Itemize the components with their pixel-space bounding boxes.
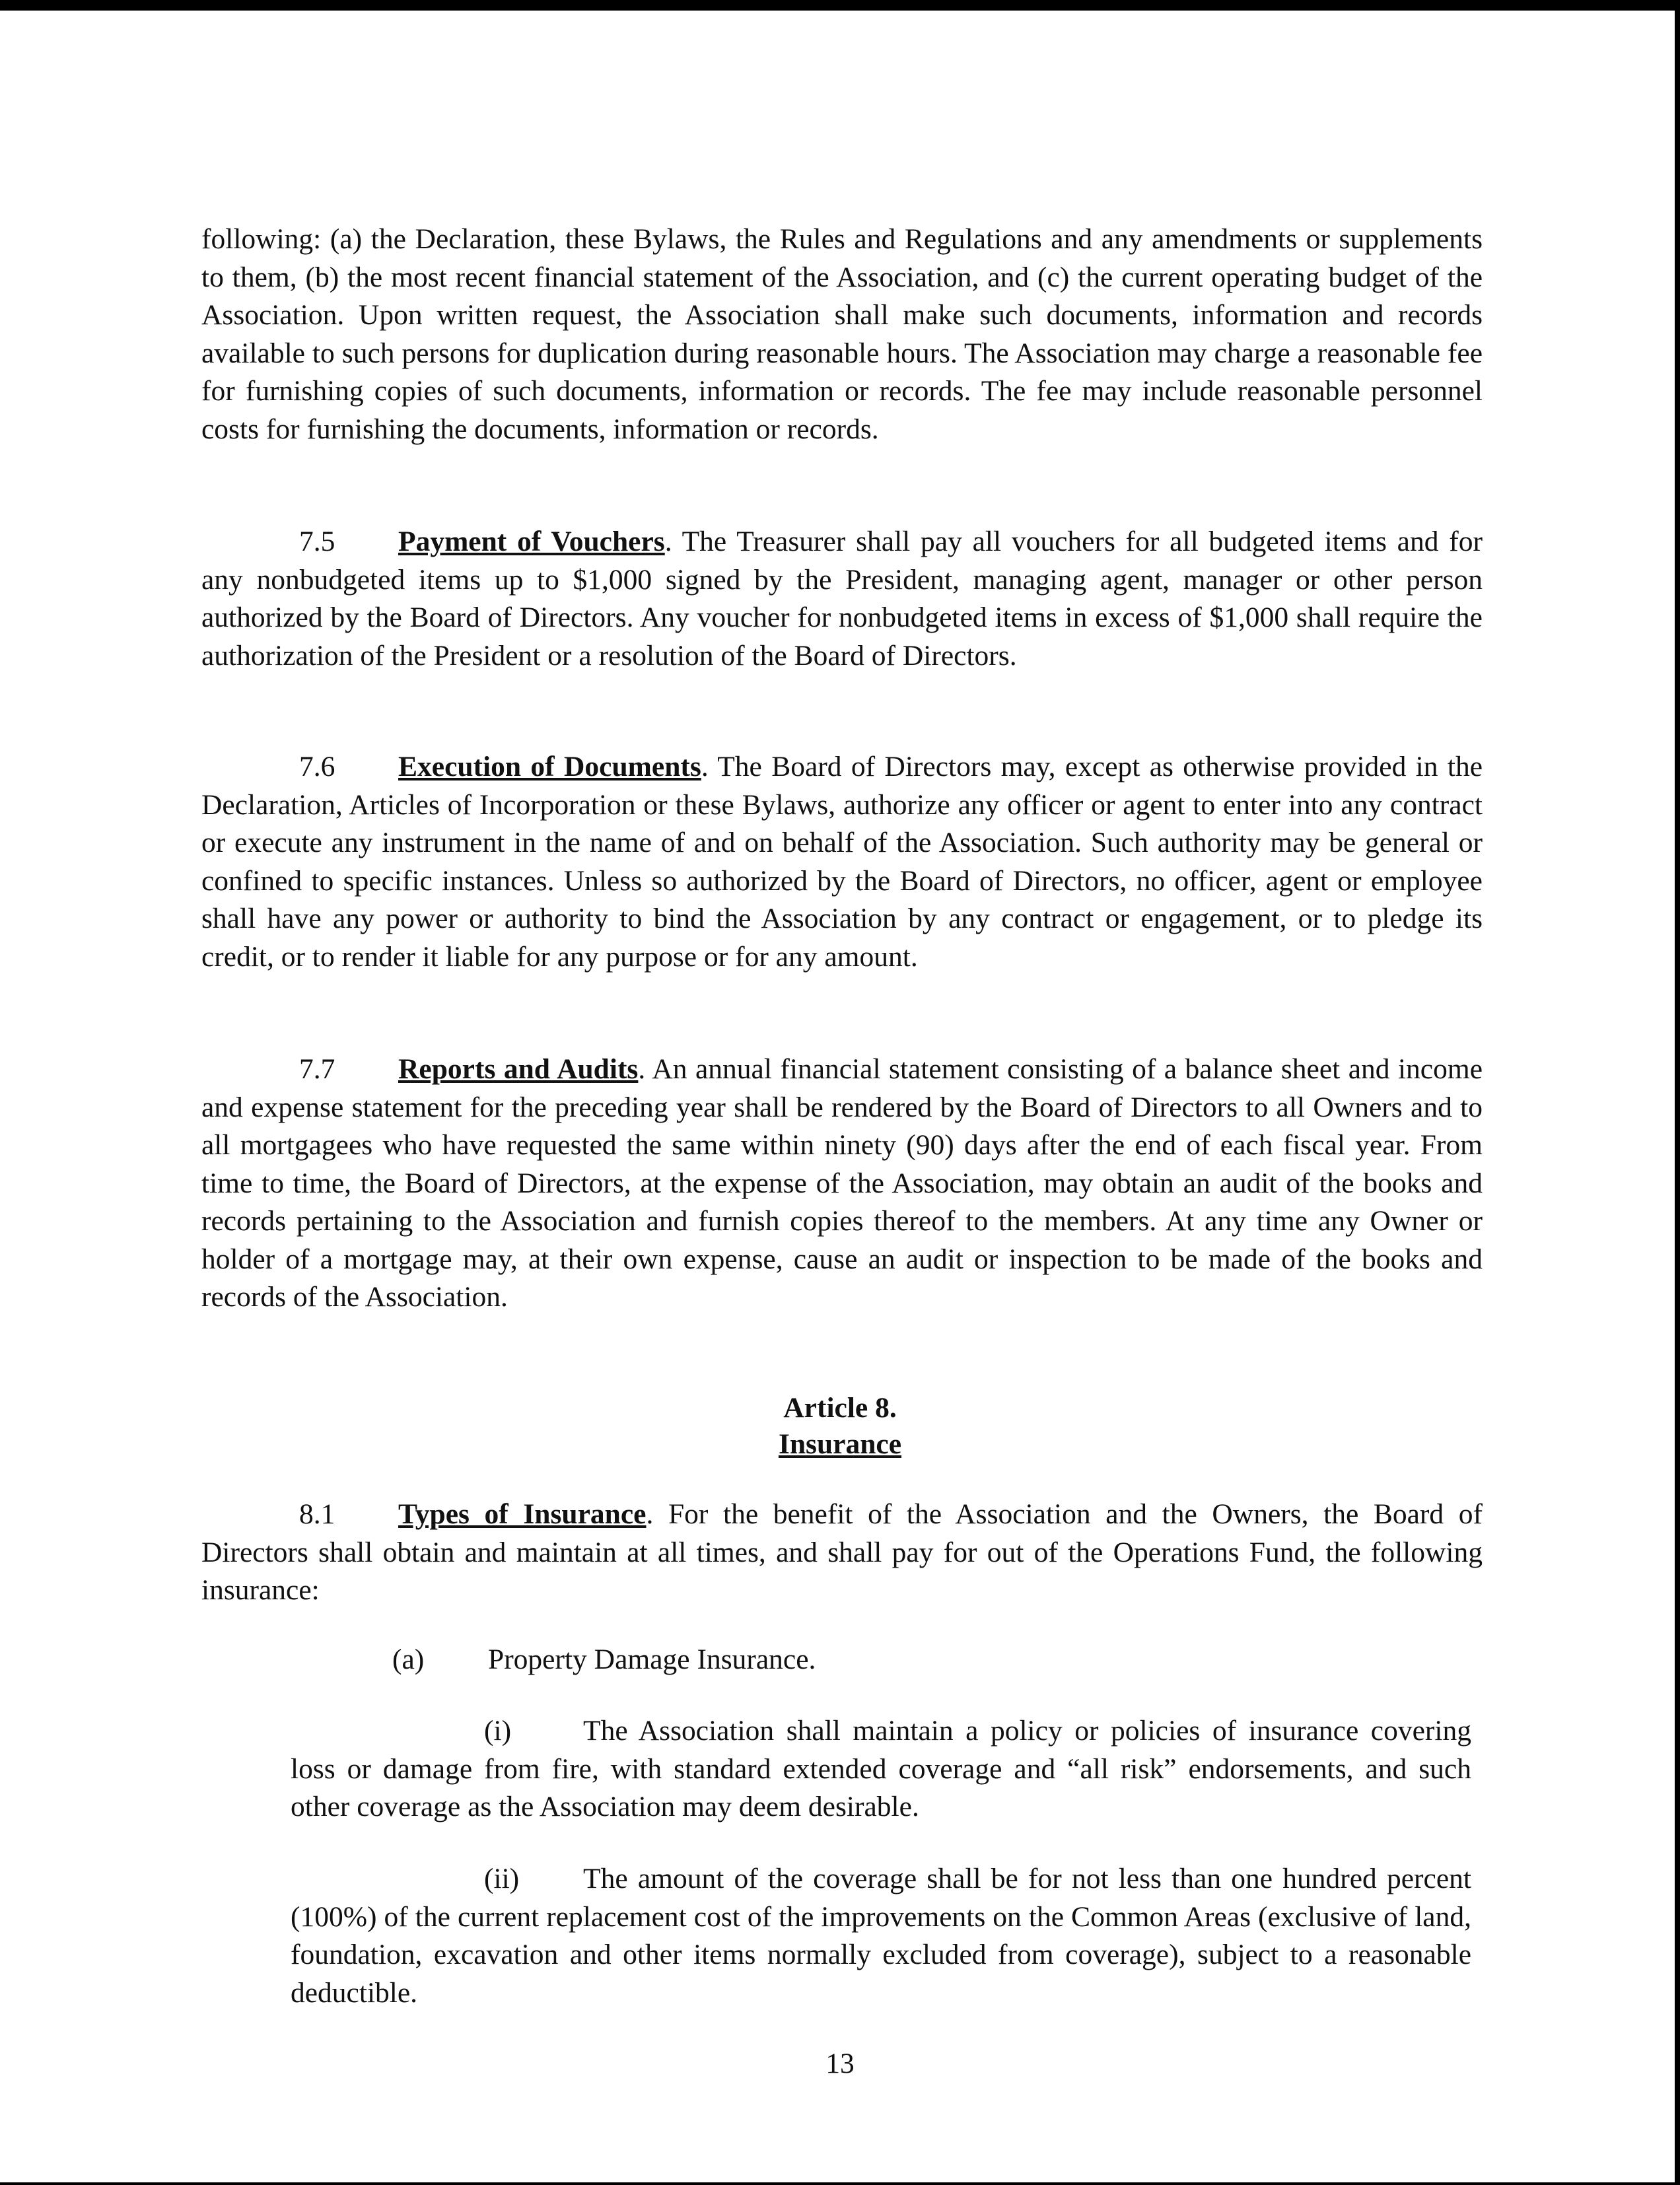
subitem-label: (i)	[484, 1715, 512, 1747]
subitem-ii	[291, 1860, 1471, 2012]
section-body: . An annual financial statement consisting of a balance sheet and income and expense statement for the preceding year shall be rendered by the Board of Directors to all Owners and to all mortgagees who have requested the same within ninety (90) days after the end of each fiscal year. From time to time, the Board of Directors, at the expense of the Association, may obtain an audit of the books and records pertaining to the Association and furnish copies thereof to the members. At any time any Owner or holder of a mortgage may, at their own expense, cause an audit or inspection to be made of the books and records of the Association.	[201, 1053, 1483, 1313]
article-number: Article 8.	[783, 1392, 897, 1424]
subitem-text: The Association shall maintain a policy or policies of insurance covering loss or damage from fire, with standard extended coverage and “all risk” endorsements, and such other coverage as the Association may deem desirable.	[291, 1715, 1471, 1822]
section-7-5	[201, 523, 1483, 675]
scan-border-right	[1675, 0, 1680, 2185]
section-number: 7.6	[299, 751, 335, 782]
page-number: 13	[825, 2048, 855, 2079]
item-a	[392, 1641, 816, 1679]
intro-paragraph: following: (a) the Declaration, these Bylaws, the Rules and Regulations and any amendments or supplements to them, (b) the most recent financial statement of the Association, and (c) the current operating budget of the Association. Upon written request, the Association shall make such documents, information and records available to such persons for duplication during reasonable hours. The Association may charge a reasonable fee for furnishing copies of such documents, information or records. The fee may include reasonable personnel costs for furnishing the documents, information or records.	[201, 223, 1483, 445]
section-heading: Execution of Documents	[398, 751, 701, 782]
subitem-label: (ii)	[484, 1863, 520, 1894]
section-body: . The Treasurer shall pay all vouchers for all budgeted items and for any nonbudgeted items up to $1,000 signed by the President, managing agent, manager or other person authorized by the Board of Directors. Any voucher for nonbudgeted items in excess of $1,000 shall require the authorization of the President or a resolution of the Board of Directors.	[201, 526, 1483, 672]
item-label: (a)	[392, 1644, 425, 1675]
section-number: 7.7	[299, 1053, 335, 1085]
article-title: Insurance	[778, 1428, 902, 1460]
section-7-7	[201, 1051, 1483, 1317]
section-8-1	[201, 1496, 1483, 1610]
section-number: 7.5	[299, 526, 335, 557]
section-heading: Payment of Vouchers	[398, 526, 665, 557]
section-number: 8.1	[299, 1498, 335, 1530]
section-heading: Reports and Audits	[398, 1053, 639, 1085]
item-text: Property Damage Insurance.	[488, 1644, 816, 1675]
section-7-6	[201, 748, 1483, 976]
section-body: . The Board of Directors may, except as otherwise provided in the Declaration, Articles of Incorporation or these Bylaws, authorize any officer or agent to enter into any contract or execute any instrument in the name of and on behalf of the Association. Such authority may be general or confined to specific instances. Unless so authorized by the Board of Directors, no officer, agent or employee shall have any power or authority to bind the Association by any contract or engagement, or to pledge its credit, or to render it liable for any purpose or for any amount.	[201, 751, 1483, 973]
subitem-text: The amount of the coverage shall be for not less than one hundred percent (100%) of the current replacement cost of the improvements on the Common Areas (exclusive of land, foundation, excavation and other items normally excluded from coverage), subject to a reasonable deductible.	[291, 1863, 1471, 2009]
scan-border-bottom	[0, 2182, 1680, 2185]
section-heading: Types of Insurance	[398, 1498, 647, 1530]
section-body: . For the benefit of the Association and the Owners, the Board of Directors shall obtain and maintain at all times, and shall pay for out of the Operations Fund, the following insurance:	[201, 1498, 1483, 1606]
scan-border-top	[0, 0, 1680, 11]
subitem-i	[291, 1712, 1471, 1826]
